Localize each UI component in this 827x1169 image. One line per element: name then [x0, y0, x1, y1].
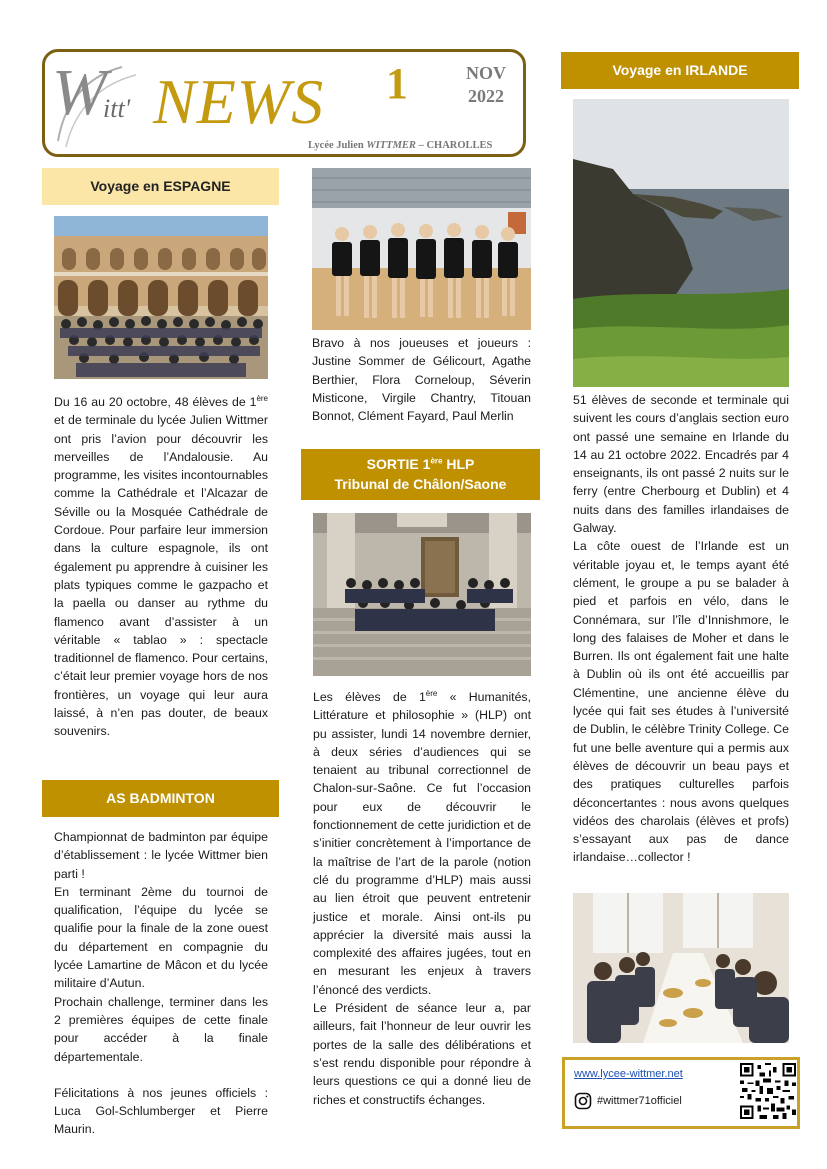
irlande-p2: La côte ouest de l’Irlande est un véritable joyau et, le temps ayant été clément, le groupe a pu se balader à pied et parfois en vélo, dans le Connémara, sur l’île d’Innishmore, le long des falaises de Moher et dans le Burren. Ils ont également fait une halte à Dublin où ils ont été accueillis par Clémentine, une ancienne élève du lycée qui fait ses études à l’université de Dublin, le célèbre Trinity College. Ce fut une belle aventure qui a permis aux élèves de découvrir un beau pays et des pratiques culturelles parfois déconcertantes : nous avons quelques vidéos des charolais (élèves et profs) s’essayant aux pas de dance irlandaise…collector ! [573, 539, 789, 865]
cliffs-of-moher-photo [573, 99, 789, 387]
hlp-photo [313, 513, 531, 676]
school-prefix: Lycée Julien [308, 140, 367, 151]
badminton-p1: Championnat de badminton par équipe d’établissement : le lycée Wittmer bien parti ! [54, 830, 268, 881]
header-hlp-text-2: HLP [442, 455, 475, 472]
badminton-p2: En terminant 2ème du tournoi de qualification, l’équipe du lycée se qualifie pour la finale de la zone ouest du département en compagnie du lycée Lamartine de Mâcon et du lycée militaire d’Autun. [54, 884, 268, 991]
qr-code-icon[interactable] [740, 1063, 796, 1119]
issue-month: NOV [466, 63, 506, 83]
espagne-text-sup: ère [256, 393, 268, 403]
issue-date [458, 62, 514, 107]
logo-news: NEWS [153, 66, 325, 137]
header-hlp-sup: ère [430, 456, 443, 466]
espagne-text-rest: et de terminale du lycée Julien Wittmer ont pris l’avion pour découvrir les merveilles de l’Andalousie. Au programme, les visites incontournables comme la Cathédrale et l’Alcazar de Séville ou la Mosquée Cathédrale de Cordoue. Pour parfaire leur immersion dans la culture espagnole, ils ont également pu apprendre à cuisiner les plats typiques comme le gazpacho et la paella ou danser au rythme du flamenco avant d’assister à un véritable « tablao » : spectacle traditionnel de flamenco. Pour certains, c’était leur premier voyage hors de nos frontières, un voyage qui leur aura laissé, à n’en pas douter, de beaux souvenirs. [54, 413, 268, 739]
badminton-p3: Prochain challenge, terminer dans les 2 premières équipes de cette finale pour accéder à la finale départementale. [54, 994, 268, 1064]
badminton-photo [312, 168, 531, 330]
instagram-handle: #wittmer71officiel [597, 1095, 682, 1107]
header-hlp-text-1: SORTIE 1 [366, 455, 431, 472]
website-link[interactable]: www.lycee-wittmer.net [574, 1068, 683, 1080]
irlande-photo [573, 99, 789, 387]
espagne-text [54, 393, 268, 741]
badminton-caption: Bravo à nos joueuses et joueurs : Justine Sommer de Gélicourt, Agathe Berthier, Flora Corneloup, Séverin Misticone, Virgile Chantry, Titouan Bonnot, Clément Fayard, Paul Merlin [312, 336, 531, 424]
courtyard-group-photo [54, 216, 268, 379]
hlp-p1-sup: ère [425, 688, 438, 698]
courthouse-steps-photo [313, 513, 531, 676]
issue-year: 2022 [468, 85, 504, 106]
badminton-text [54, 828, 268, 1139]
header-irlande: Voyage en IRLANDE [561, 52, 799, 89]
header-espagne: Voyage en ESPAGNE [42, 168, 279, 205]
hlp-p1 [313, 688, 531, 999]
instagram-icon [574, 1092, 592, 1110]
irlande-p1: 51 élèves de seconde et terminale qui suivent les cours d’anglais section euro ont passé une semaine en Irlande du 14 au 21 octobre 2022. Encadrés par 4 enseignants, ils ont passé 2 nuits sur le ferry (entre Cherbourg et Dublin) et 4 nuits dans des familles irlandaises de Galway. [573, 393, 789, 536]
logo-w: W [52, 56, 107, 129]
hlp-p2: Le Président de séance leur a, par ailleurs, fait l’honneur de leur ouvrir les portes de la salle des délibérations et s’est rendu disponible pour répondre à leurs questions ce qui a donné lieu de riches et constructifs échanges. [313, 1001, 531, 1107]
badminton-p4: Félicitations à nos jeunes officiels : Luca Gol-Schlumberger et Pierre Maurin. [54, 1085, 268, 1137]
header-badminton: AS BADMINTON [42, 780, 279, 817]
hlp-p1-start: Les élèves de 1 [313, 690, 426, 704]
badminton-team-photo [312, 168, 531, 330]
school-name [308, 140, 492, 151]
issue-number: 1 [386, 59, 408, 108]
hlp-text [313, 688, 531, 1109]
espagne-photo [54, 216, 268, 379]
espagne-text-start: Du 16 au 20 octobre, 48 élèves de 1 [54, 395, 257, 409]
header-hlp-line1 [367, 455, 475, 475]
school-suffix: – CHAROLLES [415, 140, 493, 151]
irlande-photo-2 [573, 893, 789, 1043]
header-hlp [301, 449, 540, 500]
hlp-p1-rest: « Humanités, Littérature et philosophie » (HLP) ont pu assister, lundi 14 novembre dernier, à deux séries d’audiences qui se tenaient au tribunal correctionnel de Chalon-sur-Saône. Ce fut l’occasion pour eux de découvrir le fonctionnement de cette juridiction et de s’initier concrètement à l’importance de la maîtrise de l’art de la parole (notion clé du programme d’HLP) mais aussi au lien étroit que peuvent entretenir justice et morale. Ainsi ont-ils pu apprécier la diversité mais aussi la complexité des affaires jugées, tout en en mesurant les enjeux à travers l’énoncé des verdicts. [313, 690, 531, 997]
irlande-text [573, 391, 789, 867]
header-hlp-line2: Tribunal de Châlon/Saone [334, 475, 507, 492]
logo-itt: itt' [103, 94, 131, 123]
students-dining-photo [573, 893, 789, 1043]
school-name-italic: WITTMER [366, 140, 416, 151]
